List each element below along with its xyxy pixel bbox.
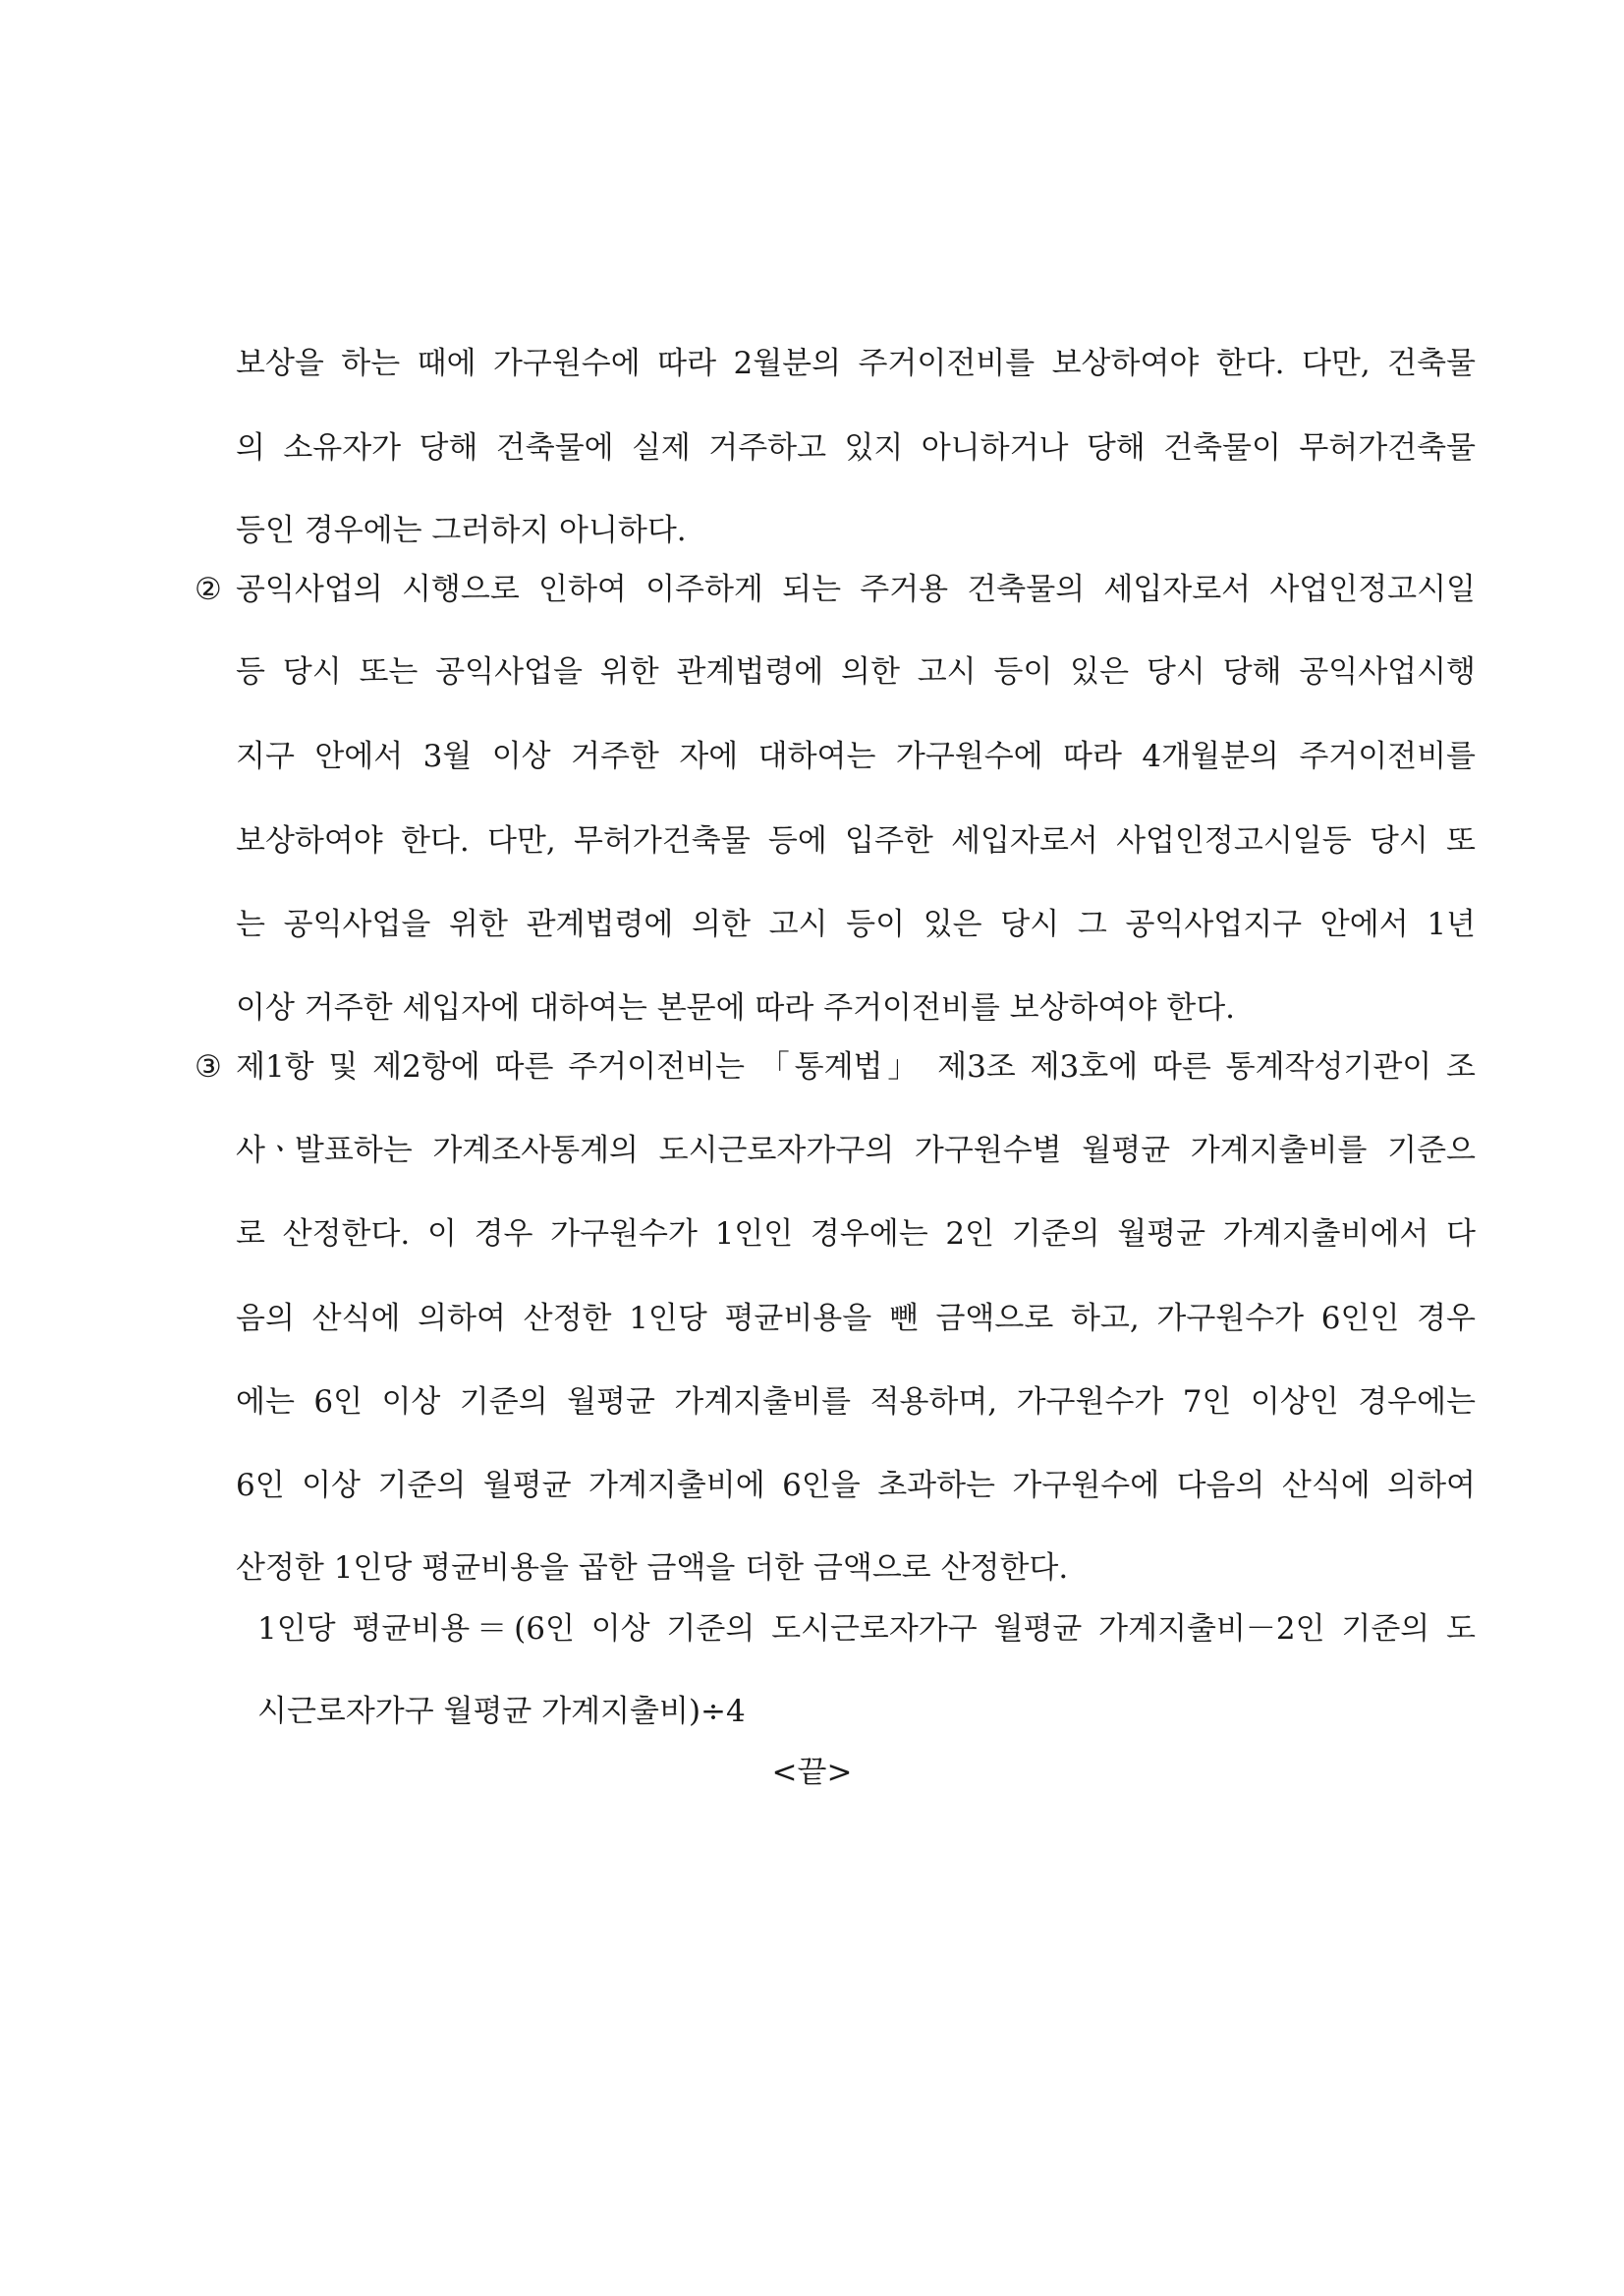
text-line: 보상하여야 한다. 다만, 무허가건축물 등에 입주한 세입자로서 사업인정고시일등 당시 또 xyxy=(236,823,1476,859)
text-line: 지구 안에서 3월 이상 거주한 자에 대하여는 가구원수에 따라 4개월분의 주거이전비를 xyxy=(236,739,1476,774)
text-line: 등 당시 또는 공익사업을 위한 관계법령에 의한 고시 등이 있은 당시 당해 공익사업시행 xyxy=(236,654,1476,690)
text-line: 등인 경우에는 그러하지 아니하다. xyxy=(236,513,687,548)
text-line: 보상을 하는 때에 가구원수에 따라 2월분의 주거이전비를 보상하여야 한다. 다만, 건축물 xyxy=(236,346,1476,381)
end-mark: <끝> xyxy=(771,1755,853,1790)
text-line: 산정한 1인당 평균비용을 곱한 금액을 더한 금액으로 산정한다. xyxy=(236,1550,1069,1586)
text-line: 의 소유자가 당해 건축물에 실제 거주하고 있지 아니하거나 당해 건축물이 무허가건축물 xyxy=(236,430,1476,466)
text-line: 6인 이상 기준의 월평균 가계지출비에 6인을 초과하는 가구원수에 다음의 산식에 의하여 xyxy=(236,1468,1476,1503)
text-line: 음의 산식에 의하여 산정한 1인당 평균비용을 뺀 금액으로 하고, 가구원수가 6인인 경우 xyxy=(236,1301,1476,1336)
formula-line: 시근로자가구 월평균 가계지출비)÷4 xyxy=(257,1694,746,1729)
text-line: 이상 거주한 세입자에 대하여는 본문에 따라 주거이전비를 보상하여야 한다. xyxy=(236,990,1236,1026)
text-line: 에는 6인 이상 기준의 월평균 가계지출비를 적용하며, 가구원수가 7인 이상인 경우에는 xyxy=(236,1384,1476,1420)
text-line: 제1항 및 제2항에 따른 주거이전비는 「통계법」 제3조 제3호에 따른 통계작성기관이 조 xyxy=(236,1049,1476,1085)
text-line: 는 공익사업을 위한 관계법령에 의한 고시 등이 있은 당시 그 공익사업지구 안에서 1년 xyxy=(236,907,1476,942)
paragraph-marker: ② xyxy=(195,572,222,607)
text-line: 공익사업의 시행으로 인하여 이주하게 되는 주거용 건축물의 세입자로서 사업인정고시일 xyxy=(236,572,1476,607)
formula-line: 1인당 평균비용＝(6인 이상 기준의 도시근로자가구 월평균 가계지출비－2인 기준의 도 xyxy=(257,1611,1476,1647)
text-line: 사ㆍ발표하는 가계조사통계의 도시근로자가구의 가구원수별 월평균 가계지출비를 기준으 xyxy=(236,1133,1476,1168)
paragraph-marker: ③ xyxy=(195,1049,222,1085)
text-line: 로 산정한다. 이 경우 가구원수가 1인인 경우에는 2인 기준의 월평균 가계지출비에서 다 xyxy=(236,1216,1476,1252)
